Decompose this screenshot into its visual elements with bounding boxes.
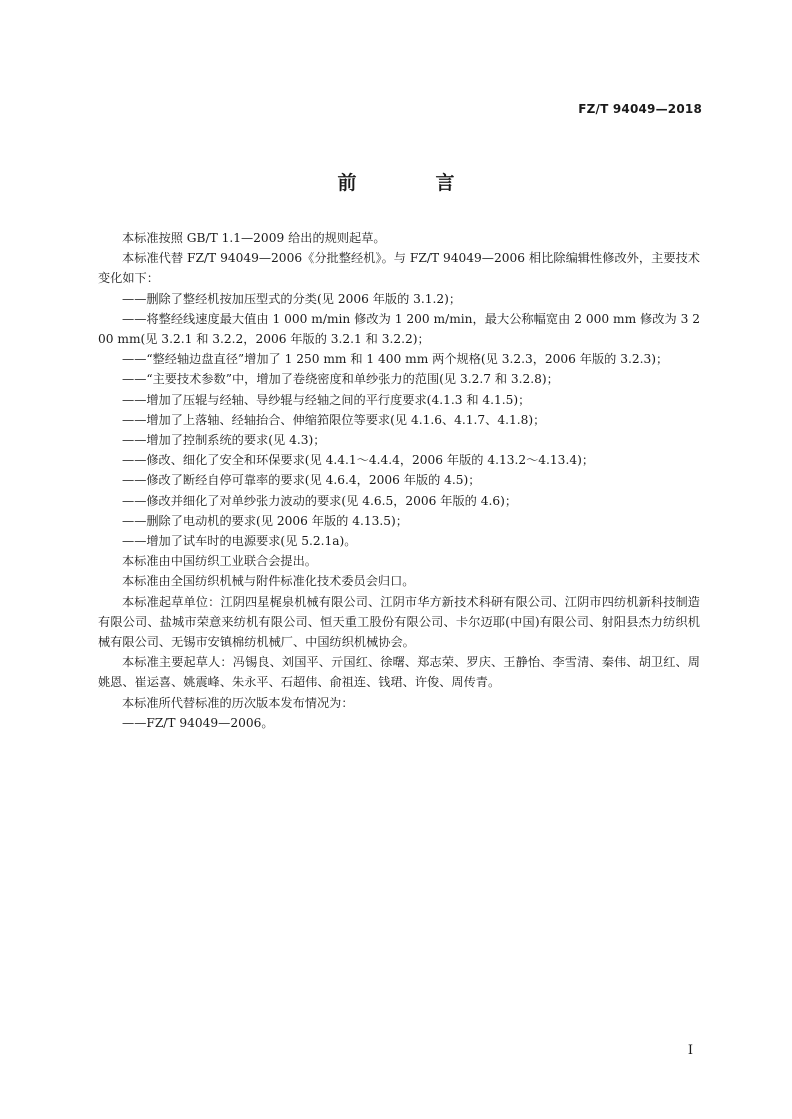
list-item: ——增加了上落轴、经轴抬合、伸缩筘限位等要求(见 4.1.6、4.1.7、4.1.8)；	[122, 412, 546, 427]
page-title: 前 言	[337, 172, 485, 194]
list-item: ——修改并细化了对单纱张力波动的要求(见 4.6.5，2006 年版的 4.6)；	[122, 493, 518, 508]
paragraph-history: 本标准所代替标准的历次版本发布情况为：	[122, 695, 354, 710]
list-item: ——增加了试车时的电源要求(见 5.2.1a)。	[122, 534, 357, 549]
list-item: ——修改、细化了安全和环保要求(见 4.4.1～4.4.4，2006 年版的 4.13.2～4.13.4)；	[122, 453, 595, 468]
standard-code: FZ/T 94049—2018	[578, 102, 702, 116]
paragraph-drafters: 本标准主要起草人：冯锡良、刘国平、亓国红、徐曙、郑志荣、罗庆、王静怡、李雪清、秦伟、胡卫红、周姚恩、崔运喜、姚震峰、朱永平、石超伟、俞祖连、钱珺、许俊、周传青。	[98, 655, 700, 690]
paragraph-drafting-rules: 本标准按照 GB/T 1.1—2009 给出的规则起草。	[122, 231, 386, 245]
paragraph-history-item: ——FZ/T 94049—2006。	[122, 715, 274, 730]
paragraph-committee: 本标准由全国纺织机械与附件标准化技术委员会归口。	[122, 574, 415, 589]
paragraph-drafting-units: 本标准起草单位：江阴四星梶泉机械有限公司、江阴市华方新技术科研有限公司、江阴市四纺机新科技制造有限公司、盐城市荣意来纺机有限公司、恒天重工股份有限公司、卡尔迈耶(中国)有限公司、射阳县杰力纺织机械有限公司、无锡市安镇棉纺机械厂、中国纺织机械协会。	[98, 594, 700, 650]
list-item: ——增加了压辊与经轴、导纱辊与经轴之间的平行度要求(4.1.3 和 4.1.5)；	[122, 392, 531, 407]
paragraph-proposer: 本标准由中国纺织工业联合会提出。	[122, 554, 317, 569]
paragraph-replacement: 本标准代替 FZ/T 94049—2006《分批整经机》。与 FZ/T 94049—2006 相比除编辑性修改外，主要技术变化如下：	[98, 251, 700, 286]
list-item: ——删除了整经机按加压型式的分类(见 2006 年版的 3.1.2)；	[122, 291, 462, 306]
list-item: ——删除了电动机的要求(见 2006 年版的 4.13.5)；	[122, 513, 408, 528]
list-item: ——“主要技术参数”中，增加了卷绕密度和单纱张力的范围(见 3.2.7 和 3.2.8)；	[122, 372, 559, 387]
list-item: ——修改了断经自停可靠率的要求(见 4.6.4，2006 年版的 4.5)；	[122, 473, 481, 488]
list-item: ——增加了控制系统的要求(见 4.3)；	[122, 433, 326, 448]
foreword-body	[98, 228, 700, 733]
list-item: ——“整经轴边盘直径”增加了 1 250 mm 和 1 400 mm 两个规格(见 3.2.3，2006 年版的 3.2.3)；	[122, 352, 669, 367]
list-item: ——将整经线速度最大值由 1 000 m/min 修改为 1 200 m/min，最大公称幅宽由 2 000 mm 修改为 3 200 mm(见 3.2.1 和 3.2.2，2006 年版的 3.2.1 和 3.2.2)；	[98, 311, 700, 347]
page-number: I	[687, 1043, 693, 1058]
